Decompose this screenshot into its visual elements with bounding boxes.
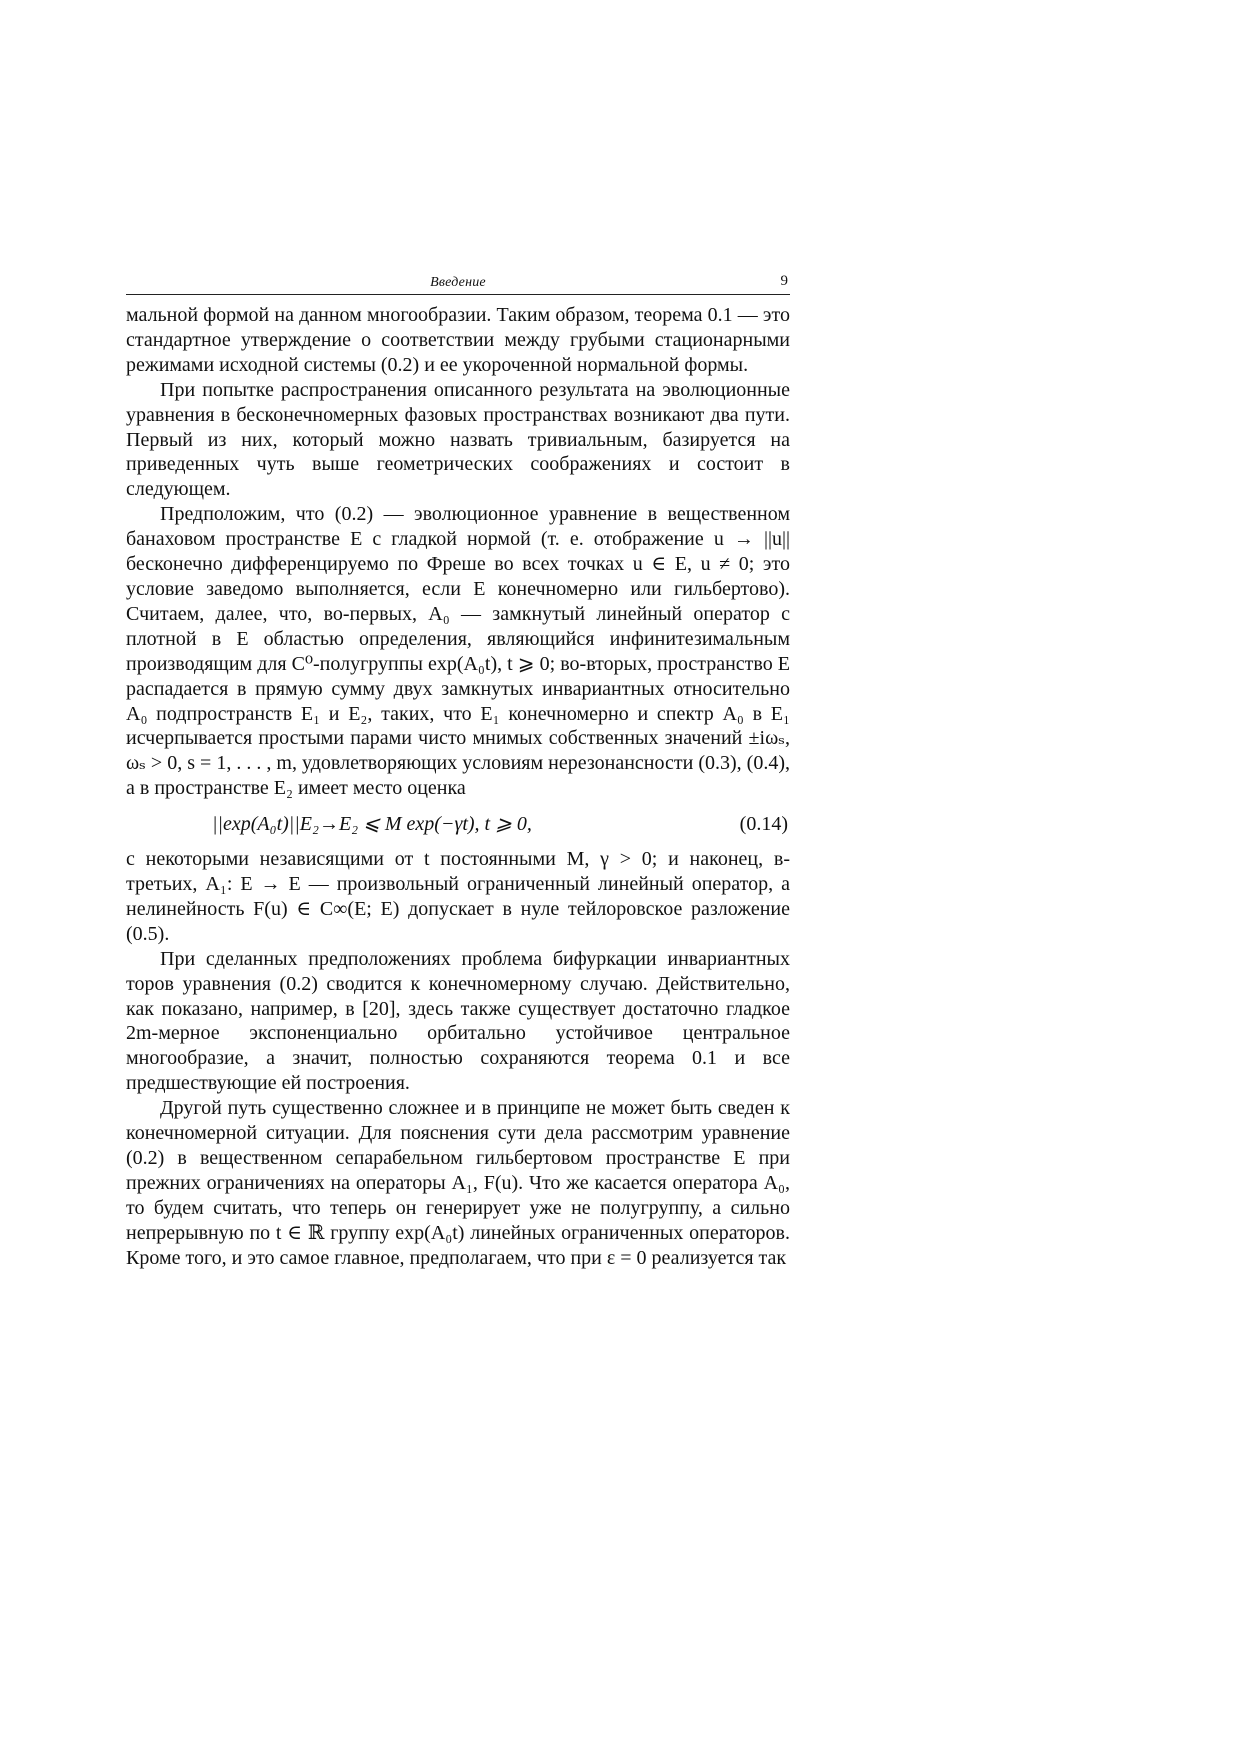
running-title: Введение xyxy=(430,275,486,290)
paragraph-2: При попытке распространения описанного результата на эволюционные уравнения в бесконечномерных фазовых пространствах возникают два пути. Первый из них, который можно назвать тривиальным, базируется на приведенных чуть выше геометрических соображениях и состоит в следующем. xyxy=(126,378,790,501)
equation-number: (0.14) xyxy=(739,813,788,836)
equation-0-14 xyxy=(126,801,790,847)
paragraph-1: мальной формой на данном многообразии. Таким образом, теорема 0.1 — это стандартное утверждение о соответствии между грубыми стационарными режимами исходной системы (0.2) и ее укороченной нормальной формы. xyxy=(126,304,790,376)
paragraph-5: При сделанных предположениях проблема бифуркации инвариантных торов уравнения (0.2) сводится к конечномерному случаю. Действительно, как показано, например, в [20], здесь также существует достаточно гладкое 2m-мерное экспоненциально орбитально устойчивое центральное многообразие, а значит, полностью сохраняются теорема 0.1 и все предшествующие ей построения. xyxy=(126,947,790,1095)
paragraph-6: Другой путь существенно сложнее и в принципе не может быть сведен к конечномерной ситуации. Для пояснения сути дела рассмотрим уравнение (0.2) в вещественном сепарабельном гильбертовом пространстве E при прежних ограничениях на операторы A₁, F(u). Что же касается оператора A₀, то будем считать, что теперь он генерирует уже не полугруппу, а сильно непрерывную по t ∈ ℝ группу exp(A₀t) линейных ограниченных операторов. Кроме того, и это самое главное, предполагаем, что при ε = 0 реализуется так xyxy=(126,1097,790,1269)
equation-formula: ||exp(A₀t)||E₂→E₂ ⩽ M exp(−γt), t ⩾ 0, xyxy=(212,813,532,836)
page-number: 9 xyxy=(780,273,788,289)
body-text xyxy=(126,303,790,1271)
running-head xyxy=(126,266,790,295)
document-page xyxy=(126,266,790,1271)
paragraph-3: Предположим, что (0.2) — эволюционное уравнение в вещественном банаховом пространстве E с гладкой нормой (т. е. отображение u → ||u|| бесконечно дифференцируемо по Фреше во всех точках u ∈ E, u ≠ 0; это условие заведомо выполняется, если E конечномерно или гильбертово). Считаем, далее, что, во-первых, A₀ — замкнутый линейный оператор с плотной в E областью определения, являющийся инфинитезимальным производящим для C⁰-полугруппы exp(A₀t), t ⩾ 0; во-вторых, пространство E распадается в прямую сумму двух замкнутых инвариантных относительно A₀ подпространств E₁ и E₂, таких, что E₁ конечномерно и спектр A₀ в E₁ исчерпывается простыми парами чисто мнимых собственных значений ±iωₛ, ωₛ > 0, s = 1, . . . , m, удовлетворяющих условиям нерезонансности (0.3), (0.4), а в пространстве E₂ имеет место оценка xyxy=(126,503,790,800)
paragraph-4: с некоторыми независящими от t постоянными M, γ > 0; и наконец, в-третьих, A₁: E → E — произвольный ограниченный линейный оператор, а нелинейность F(u) ∈ C∞(E; E) допускает в нуле тейлоровское разложение (0.5). xyxy=(126,848,790,945)
